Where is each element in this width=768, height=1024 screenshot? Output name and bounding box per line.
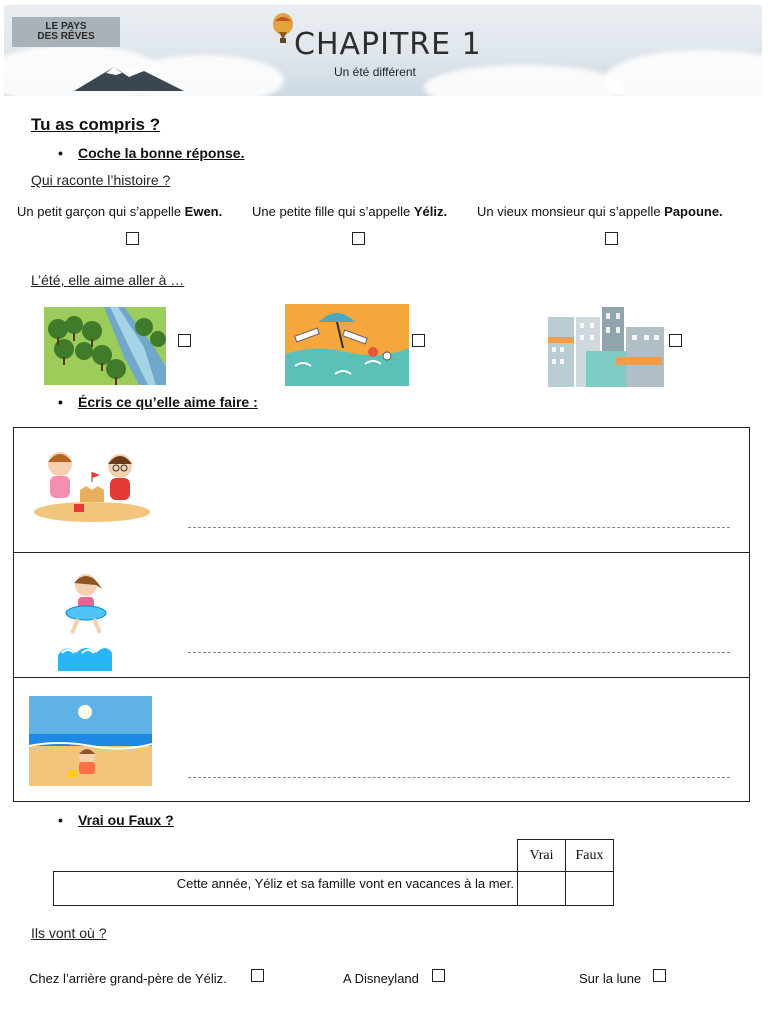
answer-line[interactable]	[188, 527, 730, 528]
header-faux: Faux	[566, 840, 614, 872]
vrai-answer-cell[interactable]	[518, 872, 566, 906]
option-disneyland: A Disneyland	[343, 971, 419, 986]
instruction-text: Coche la bonne réponse.	[78, 145, 245, 161]
option-yeliz	[252, 204, 447, 219]
checkbox-great-grandfather[interactable]	[251, 969, 264, 982]
bullet-icon: •	[58, 394, 63, 410]
table-header-row	[54, 840, 614, 872]
checkbox-ewen[interactable]	[126, 232, 139, 245]
beach-image	[285, 304, 409, 386]
faux-answer-cell[interactable]	[566, 872, 614, 906]
option-name: Papoune.	[664, 204, 723, 219]
header-vrai: Vrai	[518, 840, 566, 872]
table-row	[54, 872, 614, 906]
chapter-subtitle: Un été différent	[334, 65, 416, 79]
checkbox-papoune[interactable]	[605, 232, 618, 245]
beach-boy-image	[29, 696, 152, 786]
option-moon: Sur la lune	[579, 971, 642, 986]
answer-line[interactable]	[188, 652, 730, 653]
checkbox-disneyland[interactable]	[432, 969, 445, 982]
question-narrator: Qui raconte l’histoire ?	[31, 172, 171, 188]
option-great-grandfather: Chez l’arrière grand-père de Yéliz.	[29, 971, 227, 986]
true-false-table	[53, 839, 614, 906]
instruction-text: Vrai ou Faux ?	[78, 812, 174, 828]
option-papoune	[477, 204, 723, 219]
sandcastle-kids-image	[32, 442, 150, 524]
checkbox-moon[interactable]	[653, 969, 666, 982]
brand-text: LE PAYS DES RÊVES	[37, 21, 95, 42]
option-text: Une petite fille qui s’appelle	[252, 204, 414, 219]
option-text: Un petit garçon qui s’appelle	[17, 204, 185, 219]
bullet-icon: •	[58, 812, 63, 828]
city-image	[546, 307, 666, 387]
answer-line[interactable]	[188, 777, 730, 778]
mountain-icon	[74, 63, 184, 93]
section-title: Tu as compris ?	[31, 115, 161, 134]
hot-air-balloon-icon	[270, 13, 296, 47]
instruction-ecris	[58, 394, 258, 410]
writing-box	[13, 427, 750, 802]
question-where: Ils vont où ?	[31, 925, 107, 941]
checkbox-forest[interactable]	[178, 334, 191, 347]
instruction-vrai-faux	[58, 812, 174, 828]
forest-river-image	[44, 307, 166, 385]
header-banner	[4, 5, 762, 96]
question-summer-place: L’été, elle aime aller à …	[31, 272, 185, 288]
instruction-coche	[58, 145, 244, 161]
write-row	[14, 428, 749, 553]
checkbox-city[interactable]	[669, 334, 682, 347]
option-ewen	[17, 204, 222, 219]
option-name: Ewen.	[184, 204, 223, 219]
statement-cell: Cette année, Yéliz et sa famille vont en vacances à la mer.	[54, 872, 518, 906]
checkbox-yeliz[interactable]	[352, 232, 365, 245]
bullet-icon: •	[58, 145, 63, 161]
brand-label	[12, 17, 120, 47]
checkbox-beach[interactable]	[412, 334, 425, 347]
option-text: Un vieux monsieur qui s’appelle	[477, 204, 665, 219]
chapter-title: CHAPITRE 1	[294, 27, 482, 62]
swimming-girl-image	[56, 569, 116, 671]
option-name: Yéliz.	[413, 204, 448, 219]
instruction-text: Écris ce qu’elle aime faire :	[78, 394, 258, 410]
write-row	[14, 678, 749, 803]
empty-cell	[54, 840, 518, 872]
write-row	[14, 553, 749, 678]
